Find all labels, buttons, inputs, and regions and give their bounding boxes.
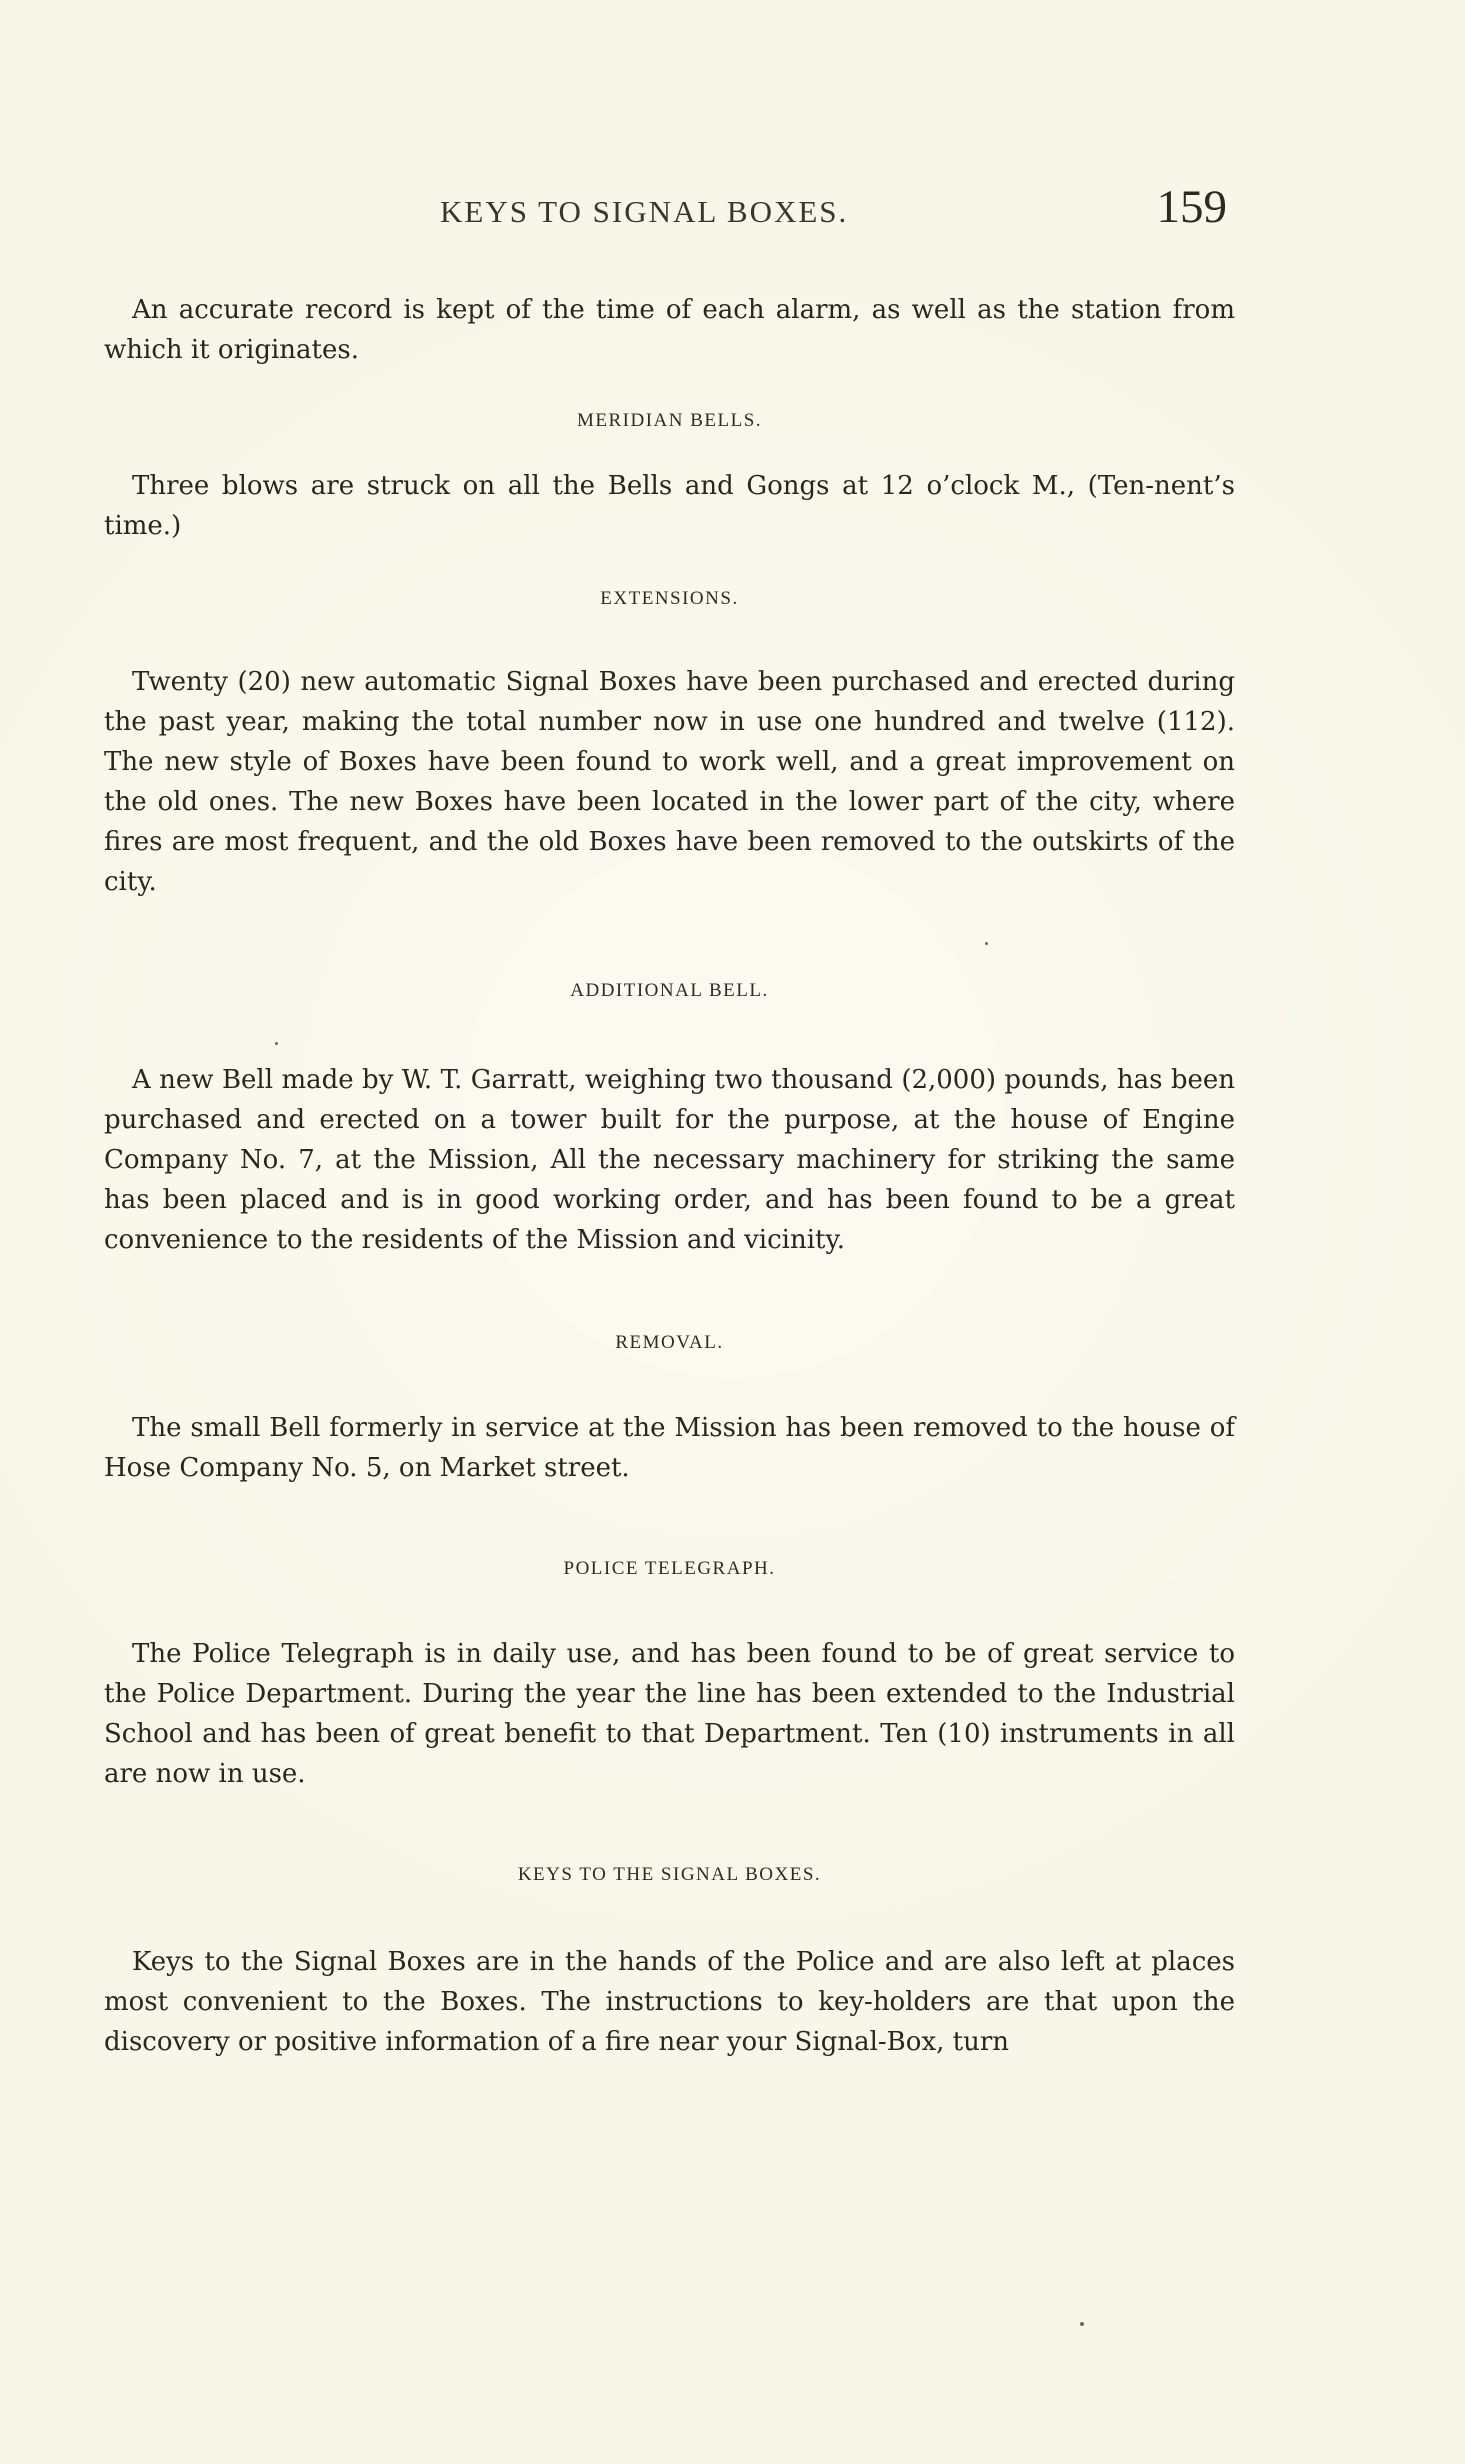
body-text	[104, 290, 1235, 2062]
running-title: KEYS TO SIGNAL BOXES.	[440, 194, 849, 229]
section-heading-police-telegraph: POLICE TELEGRAPH.	[563, 1558, 776, 1579]
paper-speck	[985, 942, 988, 945]
section-paragraph-police-telegraph: The Police Telegraph is in daily use, and has been found to be of great service to the Police Department. During the year the line has been extended to the Industrial School and has been of great benefit to that Department. Ten (10) instruments in all are now in use.	[104, 1639, 1235, 1789]
section-paragraph-removal: The small Bell formerly in service at the Mission has been removed to the house of Hose Company No. 5, on Market street.	[104, 1413, 1235, 1483]
section-paragraph-additional-bell: A new Bell made by W. T. Garratt, weighing two thousand (2,000) pounds, has been purchased and erected on a tower built for the purpose, at the house of Engine Company No. 7, at the Mission, All the necessary machinery for striking the same has been placed and is in good working order, and has been found to be a great convenience to the residents of the Mission and vicinity.	[104, 1065, 1235, 1255]
section-paragraph-extensions: Twenty (20) new automatic Signal Boxes have been purchased and erected during the past year, making the total number now in use one hundred and twelve (112). The new style of Boxes have been found to work well, and a great improvement on the old ones. The new Boxes have been located in the lower part of the city, where fires are most frequent, and the old Boxes have been removed to the outskirts of the city.	[104, 667, 1235, 897]
section-heading-additional-bell: ADDITIONAL BELL.	[570, 980, 769, 1001]
section-heading-extensions: EXTENSIONS.	[600, 588, 739, 609]
intro-paragraph: An accurate record is kept of the time of each alarm, as well as the station from which it originates.	[104, 295, 1235, 365]
page-number: 159	[1156, 181, 1227, 233]
section-heading-keys-to-signal-boxes: KEYS TO THE SIGNAL BOXES.	[517, 1864, 822, 1885]
running-head	[100, 180, 1235, 240]
paper-speck	[275, 1042, 278, 1045]
paper-speck	[1080, 2322, 1084, 2326]
section-heading-meridian-bells: MERIDIAN BELLS.	[576, 410, 763, 431]
section-paragraph-keys-to-signal-boxes: Keys to the Signal Boxes are in the hands of the Police and are also left at places most convenient to the Boxes. The instructions to key-holders are that upon the discovery or positive information of a fire near your Signal-Box, turn	[104, 1947, 1235, 2057]
section-paragraph-meridian-bells: Three blows are struck on all the Bells and Gongs at 12 o’clock M., (Ten-nent’s time.)	[104, 471, 1235, 541]
section-heading-removal: REMOVAL.	[615, 1332, 724, 1353]
